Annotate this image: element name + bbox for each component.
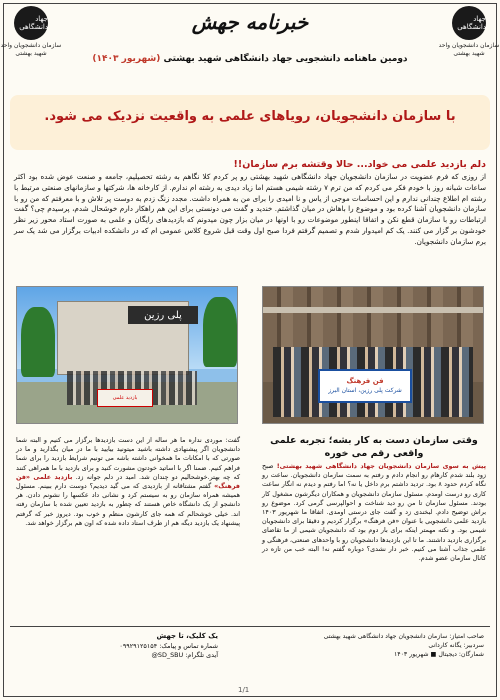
article1-title: دلم بازدید علمی می خواد... حالا وقتشه برم سازمان!! <box>233 159 486 170</box>
logo-text: جهاد دانشگاهی <box>457 15 486 31</box>
footer-credits <box>264 632 484 659</box>
footer-contact <box>18 632 218 661</box>
article2-text: صبح زود بلند شدم کارهام رو انجام دادم و رفتم به سمت سازمان دانشجویان. ساعت رو نگاه کردم حدود ۸ بود. تردید داشتم برم داخل یا نه؟ اما رفتم و دیدم نه انگار ساعت کاری رو درست اومدم. مسئول سازمان دانشجویان و همکاران دیگرشون مشغول کار بودند. مسئول سازمان تا من رو دید شناخت و احوالپرسی گرمی کرد. موضوع رو براش توضیح دادم. لبخندی زد و گفت جای درستی اومدی. اتفاقا ما شهریور ۱۴۰۳ بازدید علمی دانشجویی با عنوان «فن فرهنگ» برگزار کردیم و دقیقا برای دانشجویان شیمی بود. و نکته مهمتر اینکه برای بار دوم بود که دانشجویان شیمی از ما تقاضای برگزاری بازدید داشتند. ما تا این بازدیدها دانشجویان رو با واحدهای صنعتی، فرهنگی و علمی جذاب آشنا می کنیم. خبر دار نشدی؟ دوباره گفتم نه! البته خب من تازه در کانال سازمان عضو شدم. <box>262 462 486 563</box>
jahad-logo-left <box>14 6 48 40</box>
article3-highlight: بازدید علمی «فن فرهنگ» <box>16 472 240 491</box>
contact-title: یک کلیک، تا جهش <box>156 632 218 640</box>
photo-factory-exterior <box>16 286 238 424</box>
article3-body <box>16 436 240 528</box>
jahad-logo-right <box>452 6 486 40</box>
telegram-id[interactable]: آیدی تلگرام: SD_SBU@ <box>151 651 218 659</box>
factory-building <box>57 301 189 375</box>
logo-caption-left: سازمان دانشجویان واحد شهید بهشتی <box>0 42 62 57</box>
issue-subtitle <box>60 54 440 64</box>
factory-pipes <box>263 307 483 313</box>
tree-shape <box>21 307 55 377</box>
publisher-line: صاحب امتیاز: سازمان دانشجویان جهاد دانشگاهی شهید بهشتی <box>323 633 484 640</box>
circulation-line: شمارگان: دیجیتال ■ شهریور ۱۴۰۳ <box>393 651 484 658</box>
article1-body <box>14 172 486 248</box>
banner-title: فن فرهنگ <box>346 377 384 385</box>
article3-text-2: گفتم مشتاقانه از بازدیدی که می گید دیدیم؟ دوست دارم ببینم. مسئول همیشه همراه سازمان رو به سیستم کرد و نشانی داد عکسها را نشونم دادن. هر دانشجو از یک دانشگاه خاص هستند که چطور به بازدید تعیین شده با سازمان رفته اند. خیلی خوشحالم که همه جای کارشون منظم و خوب بود. دیروز خبر که گرفتم پیشنهاد یک بازدید دیگه هم از طرف استاد داده شده که اون هم برگزار خواهد شد. <box>16 482 240 527</box>
article1-paragraph-2: خندید و گفت می دونستی برای این هم راهکار دارم خوشحال شدم، پرسیدم چی؟ گفت ارتباطات رو با سازمان قطع نکن و اتفاقا اینطور موضوعات رو با اونها در میان بزار چون میدونم که بازدیدهای رایگان و علمی به صورت استاد محور زیر نظر خودشون بر گزار می کنند. یک کم امیدوار شدم و تصمیم گرفتم فردا صبح اول وقت قبل شروع کلاس عمومی ام که در دانشکده ادبیات برگزار می شد یک سر برم سازمان دانشجویان. <box>14 204 486 246</box>
logo-caption-right: سازمان دانشجویان واحد شهید بهشتی <box>438 42 500 57</box>
factory-sign: پلی رزین <box>128 306 198 324</box>
article2-body <box>262 462 486 563</box>
article1-paragraph-1: از روزی که فرم عضویت در سازمان دانشجویان جهاد دانشگاهی شهید بهشتی رو پر کردم کلا نگاهم به رشته تحصیلیم، جامعه و صنعت عوض شده بود اکثر ساعات شبانه روز با خودم فکر می کردم که من ترم ۷ رشته شیمی هستم اما زیاد دیدی به رشته ام ندارم. از کارخانه ها، شرکتها و سازمانهای صنعتی مرتبط با رشته ام اطلاع چندانی ندارم و این احساسات موجی از یاس و نا امیدی را برای من به همراه داشت. مجدد زنگ زدم به دوست پر تلاش و با معرفتم که من رو با سازمان دانشجویان آشنا کرده بود و موضوع را باهاش در میان گذاشتم. <box>14 172 486 214</box>
photo-factory-interior <box>262 286 484 424</box>
subtitle-text: دومین ماهنامه دانشجویی جهاد دانشگاهی شهید بهشتی <box>163 54 408 64</box>
footer-divider <box>10 626 490 627</box>
visit-banner: بازدید علمی <box>97 389 153 407</box>
article3-text: گفت: موردی نداره ما هر ساله از این دست بازدیدها برگزار می کنیم و البته شما دانشجویان اگر پیشنهادی داشته باشید میتونید بیایید با ما در میان بگذارید و ما در صورتی که با امکانات ما همخوانی داشته باشه می تونیم شرایط بازدید را برای شما فراهم کنیم. ضمنا اگر با اساتید خودتون مشورت کنید و برای بازدید با ما همراهی کنند که چه بهتر.خوشحالیم دو چندان شد. امید در دلم جوانه زد. <box>16 436 240 481</box>
editor-line: سردبیر: یگانه کاردانی <box>428 642 484 649</box>
tree-shape <box>203 297 237 367</box>
issue-date: (شهریور ۱۴۰۳) <box>92 54 161 64</box>
masthead-title: خبرنامه جهش <box>191 10 309 34</box>
article2-intro: پیش به سوی سازمان دانشجویان جهاد دانشگاهی شهید بهشتی! <box>276 462 486 470</box>
main-headline: با سازمان دانشجویان، رویاهای علمی به واقعیت نزدیک می شود. <box>44 109 456 124</box>
banner-subtitle: شرکت پلی رزین، استان البرز <box>328 387 402 394</box>
article2-title: وقتی سازمان دست به کار بشه؛ تجربه علمی واقعی رقم می خوره <box>270 435 478 459</box>
fan-farhang-banner <box>318 369 412 403</box>
logo-text: جهاد دانشگاهی <box>19 15 48 31</box>
contact-phone: شماره تماس و پیامک: ۰۹۹۲۹۱۲۵۱۵۴ <box>119 641 218 650</box>
page-number: 1/1 <box>238 686 250 694</box>
